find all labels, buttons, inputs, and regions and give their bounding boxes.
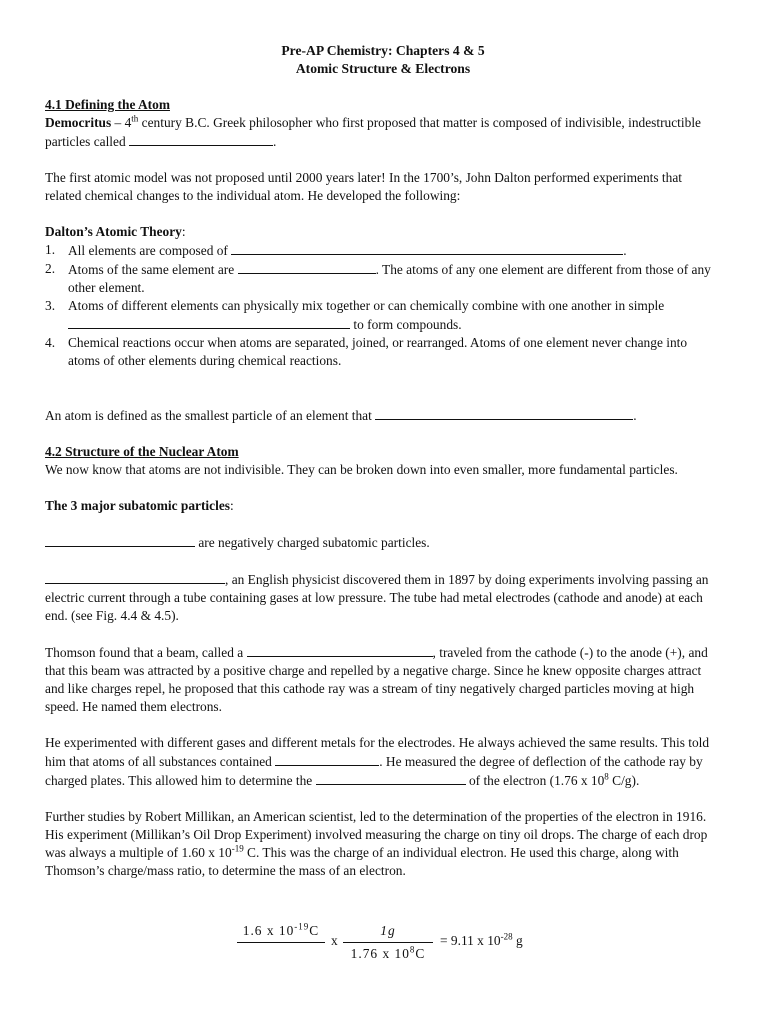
blank-physicist-name[interactable] xyxy=(45,570,225,584)
thomson-intro-paragraph xyxy=(45,570,721,625)
experiment-text-mid2: of the electron (1.76 x 10 xyxy=(465,773,605,788)
dalton-intro-paragraph: The first atomic model was not proposed until 2000 years later! In the 1700’s, John Dalton performed experiments that related chemical changes to the individual atom. He developed the following: xyxy=(45,170,683,203)
list-item-text: Atoms of different elements can physically mix together or can chemically combine with one another in simple xyxy=(68,298,665,313)
blank-cathode-ray[interactable] xyxy=(247,643,433,657)
blank-charge-mass-ratio[interactable] xyxy=(316,771,466,785)
blank-electrons-contained[interactable] xyxy=(275,752,379,766)
millikan-paragraph xyxy=(45,808,721,880)
cathode-ray-text-pre: Thomson found that a beam, called a xyxy=(45,645,247,660)
dalton-theory-list xyxy=(45,241,721,370)
formula-numerator-mass: 1g xyxy=(380,923,396,938)
formula-fraction-rule xyxy=(343,942,433,943)
thomson-intro-text: , an English physicist discovered them in 1897 by doing experiments involving passing an electric current through a tube containing gases at low pressure. The tube had metal electrodes (cathode and anode) at each end. (see Fig. 4.4 & 4.5). xyxy=(45,572,709,623)
title-line-1: Pre-AP Chemistry: Chapters 4 & 5 xyxy=(281,43,485,58)
electrons-text: are negatively charged subatomic particles. xyxy=(195,535,430,550)
formula-num1-base: 1.6 x 10 xyxy=(242,923,295,938)
formula-den2-base: 1.76 x 10 xyxy=(350,946,410,961)
title-line-2: Atomic Structure & Electrons xyxy=(295,61,471,76)
formula-denominator-mass xyxy=(343,945,433,963)
list-item-number: 4. xyxy=(45,335,56,350)
experiment-text-post: C/g). xyxy=(608,773,640,788)
formula-fraction-mass xyxy=(343,922,433,963)
list-item xyxy=(45,241,721,260)
formula-den2-unit: C xyxy=(415,946,426,961)
atom-definition-period: . xyxy=(633,408,637,423)
cathode-ray-paragraph xyxy=(45,643,721,716)
list-item xyxy=(45,334,721,370)
democritus-name: Democritus xyxy=(45,115,112,130)
experiment-text-pre: He experimented with different gases and different metals for the electrodes. He always achieved the same results. This told him that atoms of all substances contained xyxy=(45,735,710,769)
formula-result xyxy=(440,932,523,950)
formula-times: x xyxy=(331,933,338,948)
dalton-theory-heading xyxy=(45,223,721,241)
list-item-number: 1. xyxy=(45,242,56,257)
cathode-ray-text-post: , traveled from the cathode (-) to the anode (+), and that this beam was attracted by a positive charge and repelled by a negative charge. Since he knew opposite charges attract and like charges repel, he proposed that this cathode ray was a stream of tiny negatively charged particles moving at high speed. He named them electrons. xyxy=(45,645,708,714)
blank-atom-definition[interactable] xyxy=(375,406,633,420)
democritus-paragraph xyxy=(45,114,721,151)
formula-result-sup: -28 xyxy=(500,931,513,942)
blank-elements-composed-of[interactable] xyxy=(231,241,623,255)
formula-result-unit: g xyxy=(512,933,523,948)
blank-indivisible-particles[interactable] xyxy=(129,132,273,146)
formula-den2-sup: 8 xyxy=(409,944,416,955)
list-item-text: All elements are composed of xyxy=(68,243,232,258)
formula-numerator-charge xyxy=(237,922,325,940)
subatomic-heading xyxy=(45,497,721,515)
formula-fraction-rule xyxy=(237,942,325,943)
list-item-text-post: . xyxy=(623,243,627,258)
list-item xyxy=(45,260,721,297)
electrons-paragraph xyxy=(45,533,721,552)
atom-definition-text: An atom is defined as the smallest particle of an element that xyxy=(45,408,376,423)
list-item-number: 3. xyxy=(45,298,56,313)
democritus-text: century B.C. Greek philosopher who first proposed that matter is composed of indivisible, indestructible particles called xyxy=(45,115,701,149)
experiment-superscript: 8 xyxy=(604,771,609,782)
blank-same-element-atoms[interactable] xyxy=(238,260,376,274)
millikan-text-pre: Further studies by Robert Millikan, an American scientist, led to the determination of the properties of the electron in 1916. His experiment (Millikan’s Oil Drop Experiment) involved measuring the charge on tiny oil drops. The charge of each drop was always a multiple of 1.60 x 10 xyxy=(45,809,708,860)
nuclear-atom-intro: We now know that atoms are not indivisible. They can be broken down into even smaller, more fundamental particles. xyxy=(45,462,678,477)
experiment-text-mid: . He measured the degree of deflection of the cathode ray by charged plates. This allowed him to determine the xyxy=(45,754,703,788)
list-item-text: Chemical reactions occur when atoms are separated, joined, or rearranged. Atoms of one element never change into atoms of other elements during chemical reactions. xyxy=(68,335,688,368)
formula-result-base: = 9.11 x 10 xyxy=(440,933,501,948)
millikan-text-post: C. This was the charge of an individual electron. He used this charge, along with Thomson’s charge/mass ratio, to determine the mass of an electron. xyxy=(45,845,679,878)
millikan-superscript: -19 xyxy=(231,843,244,854)
subatomic-title: The 3 major subatomic particles xyxy=(45,498,230,513)
list-item-number: 2. xyxy=(45,261,56,276)
formula-num1-unit: C xyxy=(309,923,320,938)
democritus-period: . xyxy=(273,134,277,149)
blank-electrons[interactable] xyxy=(45,533,195,547)
subatomic-colon: : xyxy=(229,498,234,513)
dalton-theory-colon: : xyxy=(181,224,186,239)
dalton-theory-title: Dalton’s Atomic Theory xyxy=(45,224,182,239)
blank-simple-ratios[interactable] xyxy=(68,315,350,329)
experiment-paragraph xyxy=(45,734,721,790)
list-item-text-post: . The atoms of any one element are different from those of any other element. xyxy=(68,262,711,295)
section-heading-4-2: 4.2 Structure of the Nuclear Atom xyxy=(45,444,239,459)
formula-num1-sup: -19 xyxy=(294,921,310,932)
section-heading-4-1: 4.1 Defining the Atom xyxy=(45,97,170,112)
list-item xyxy=(45,297,721,334)
democritus-superscript: th xyxy=(131,113,139,124)
worksheet-page xyxy=(45,42,721,880)
formula-fraction-charge xyxy=(237,922,325,945)
list-item-text: Atoms of the same element are xyxy=(68,262,238,277)
electron-mass-formula xyxy=(237,918,557,968)
list-item-text-post: to form compounds. xyxy=(350,317,462,332)
page-title xyxy=(45,42,721,78)
democritus-dash: – 4 xyxy=(111,115,132,130)
atom-definition-paragraph xyxy=(45,406,721,425)
